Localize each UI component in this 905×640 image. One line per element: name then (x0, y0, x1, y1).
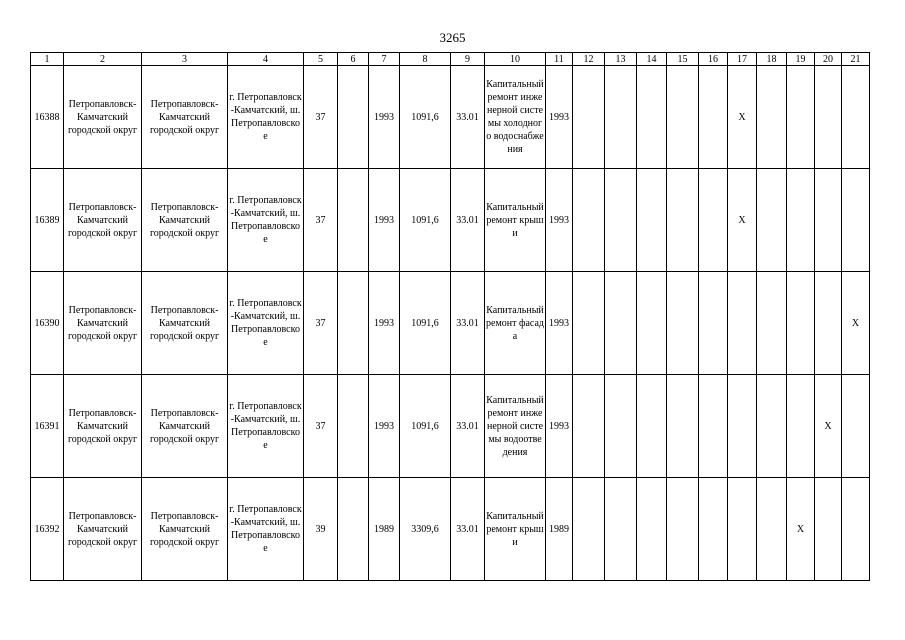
cell-col-4: г. Петропавловск-Камчатский, ш. Петропавловское (228, 66, 304, 169)
column-header-7: 7 (369, 53, 400, 66)
cell-col-9: 33.01 (451, 478, 485, 581)
column-header-5: 5 (304, 53, 338, 66)
cell-col-7: 1989 (369, 478, 400, 581)
cell-col-9: 33.01 (451, 66, 485, 169)
cell-col-2: Петропавловск-Камчатский городской округ (64, 478, 142, 581)
cell-col-8: 1091,6 (400, 169, 451, 272)
cell-col-19 (787, 169, 815, 272)
column-header-20: 20 (815, 53, 842, 66)
cell-col-8: 1091,6 (400, 272, 451, 375)
cell-col-5: 37 (304, 169, 338, 272)
column-header-14: 14 (637, 53, 667, 66)
cell-col-16 (699, 375, 728, 478)
cell-col-7: 1993 (369, 66, 400, 169)
cell-col-19: X (787, 478, 815, 581)
cell-col-16 (699, 478, 728, 581)
column-header-21: 21 (842, 53, 870, 66)
cell-col-12 (573, 478, 605, 581)
cell-col-9: 33.01 (451, 375, 485, 478)
column-header-18: 18 (757, 53, 787, 66)
cell-col-10: Капитальный ремонт крыши (485, 169, 546, 272)
cell-col-16 (699, 66, 728, 169)
cell-col-13 (605, 169, 637, 272)
column-header-11: 11 (546, 53, 573, 66)
cell-col-11: 1993 (546, 272, 573, 375)
cell-col-2: Петропавловск-Камчатский городской округ (64, 66, 142, 169)
cell-col-10: Капитальный ремонт инженерной системы водоотведения (485, 375, 546, 478)
cell-col-18 (757, 272, 787, 375)
cell-col-3: Петропавловск-Камчатский городской округ (142, 66, 228, 169)
cell-col-12 (573, 272, 605, 375)
cell-col-20 (815, 272, 842, 375)
cell-col-11: 1993 (546, 169, 573, 272)
cell-col-7: 1993 (369, 272, 400, 375)
table-row (31, 66, 870, 169)
cell-col-7: 1993 (369, 375, 400, 478)
cell-col-8: 1091,6 (400, 66, 451, 169)
table-row (31, 272, 870, 375)
cell-col-14 (637, 66, 667, 169)
cell-col-21 (842, 375, 870, 478)
cell-col-10: Капитальный ремонт фасада (485, 272, 546, 375)
cell-col-4: г. Петропавловск-Камчатский, ш. Петропавловское (228, 272, 304, 375)
cell-col-20 (815, 169, 842, 272)
cell-col-21 (842, 478, 870, 581)
cell-col-5: 37 (304, 66, 338, 169)
cell-col-14 (637, 478, 667, 581)
column-header-9: 9 (451, 53, 485, 66)
cell-col-11: 1989 (546, 478, 573, 581)
column-header-3: 3 (142, 53, 228, 66)
cell-col-10: Капитальный ремонт крыши (485, 478, 546, 581)
cell-col-19 (787, 66, 815, 169)
cell-col-19 (787, 272, 815, 375)
cell-col-5: 37 (304, 272, 338, 375)
column-header-19: 19 (787, 53, 815, 66)
cell-col-3: Петропавловск-Камчатский городской округ (142, 478, 228, 581)
cell-col-6 (338, 66, 369, 169)
cell-col-14 (637, 272, 667, 375)
cell-col-6 (338, 169, 369, 272)
cell-col-19 (787, 375, 815, 478)
cell-col-9: 33.01 (451, 272, 485, 375)
cell-col-20: X (815, 375, 842, 478)
column-header-16: 16 (699, 53, 728, 66)
cell-col-1: 16390 (31, 272, 64, 375)
column-header-15: 15 (667, 53, 699, 66)
column-header-17: 17 (728, 53, 757, 66)
cell-col-9: 33.01 (451, 169, 485, 272)
cell-col-2: Петропавловск-Камчатский городской округ (64, 272, 142, 375)
cell-col-2: Петропавловск-Камчатский городской округ (64, 375, 142, 478)
column-header-13: 13 (605, 53, 637, 66)
cell-col-13 (605, 478, 637, 581)
cell-col-17: X (728, 66, 757, 169)
cell-col-6 (338, 375, 369, 478)
cell-col-3: Петропавловск-Камчатский городской округ (142, 375, 228, 478)
cell-col-1: 16388 (31, 66, 64, 169)
cell-col-5: 37 (304, 375, 338, 478)
cell-col-1: 16391 (31, 375, 64, 478)
cell-col-11: 1993 (546, 375, 573, 478)
cell-col-13 (605, 272, 637, 375)
column-header-10: 10 (485, 53, 546, 66)
column-header-1: 1 (31, 53, 64, 66)
cell-col-6 (338, 272, 369, 375)
cell-col-18 (757, 66, 787, 169)
cell-col-4: г. Петропавловск-Камчатский, ш. Петропавловское (228, 478, 304, 581)
column-header-8: 8 (400, 53, 451, 66)
page-number: 3265 (439, 30, 466, 45)
cell-col-6 (338, 478, 369, 581)
column-header-2: 2 (64, 53, 142, 66)
cell-col-5: 39 (304, 478, 338, 581)
cell-col-13 (605, 375, 637, 478)
cell-col-3: Петропавловск-Камчатский городской округ (142, 272, 228, 375)
cell-col-17: X (728, 169, 757, 272)
cell-col-10: Капитальный ремонт инженерной системы холодного водоснабжения (485, 66, 546, 169)
cell-col-15 (667, 272, 699, 375)
cell-col-18 (757, 375, 787, 478)
table-row (31, 375, 870, 478)
cell-col-18 (757, 169, 787, 272)
cell-col-21 (842, 169, 870, 272)
cell-col-1: 16389 (31, 169, 64, 272)
cell-col-20 (815, 66, 842, 169)
cell-col-12 (573, 375, 605, 478)
cell-col-1: 16392 (31, 478, 64, 581)
cell-col-8: 1091,6 (400, 375, 451, 478)
table-row (31, 478, 870, 581)
cell-col-12 (573, 169, 605, 272)
column-header-4: 4 (228, 53, 304, 66)
cell-col-11: 1993 (546, 66, 573, 169)
column-header-12: 12 (573, 53, 605, 66)
cell-col-15 (667, 375, 699, 478)
cell-col-14 (637, 169, 667, 272)
table-row (31, 169, 870, 272)
cell-col-7: 1993 (369, 169, 400, 272)
cell-col-15 (667, 169, 699, 272)
column-header-6: 6 (338, 53, 369, 66)
cell-col-4: г. Петропавловск-Камчатский, ш. Петропавловское (228, 375, 304, 478)
cell-col-15 (667, 478, 699, 581)
cell-col-4: г. Петропавловск-Камчатский, ш. Петропавловское (228, 169, 304, 272)
cell-col-17 (728, 375, 757, 478)
cell-col-8: 3309,6 (400, 478, 451, 581)
header-row (31, 53, 870, 66)
cell-col-21 (842, 66, 870, 169)
cell-col-16 (699, 272, 728, 375)
cell-col-3: Петропавловск-Камчатский городской округ (142, 169, 228, 272)
cell-col-16 (699, 169, 728, 272)
cell-col-15 (667, 66, 699, 169)
cell-col-18 (757, 478, 787, 581)
cell-col-21: X (842, 272, 870, 375)
cell-col-12 (573, 66, 605, 169)
registry-table (30, 52, 870, 581)
cell-col-13 (605, 66, 637, 169)
cell-col-17 (728, 272, 757, 375)
cell-col-20 (815, 478, 842, 581)
cell-col-14 (637, 375, 667, 478)
cell-col-2: Петропавловск-Камчатский городской округ (64, 169, 142, 272)
cell-col-17 (728, 478, 757, 581)
